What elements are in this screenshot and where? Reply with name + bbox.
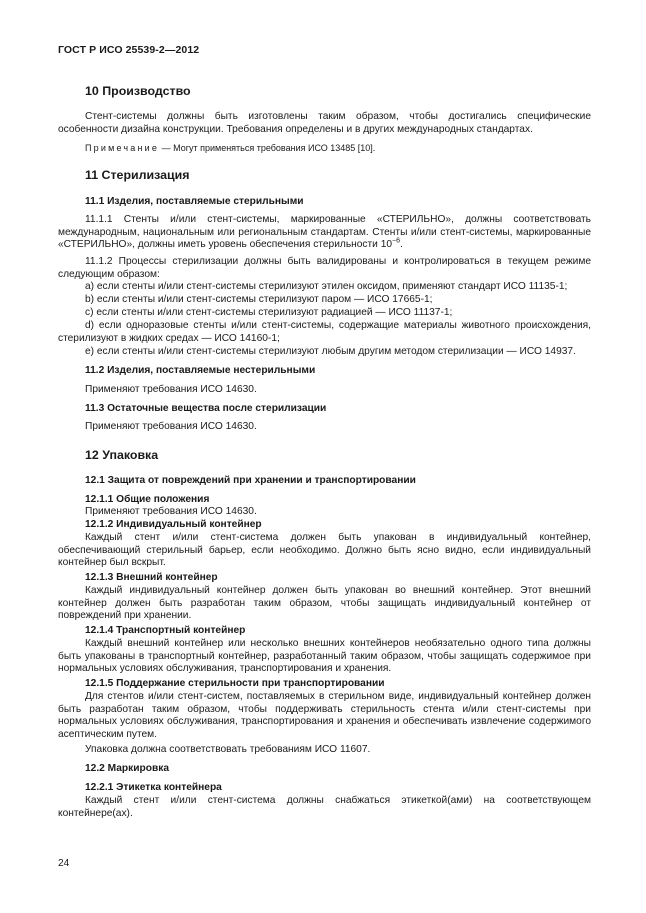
paragraph-12-2-1-text: Каждый стент и/или стент-система должны снабжаться этикеткой(ами) на соответствующем контейнере(ах). (58, 795, 591, 819)
list-item-e-text: e) если стенты и/или стент-системы стерилизуют любым другим методом стерилизации — ИСО 14937. (85, 346, 576, 357)
paragraph-11-1-1-end: . (400, 239, 403, 251)
section-12-title: 12 Упаковка (85, 448, 159, 462)
list-item-b (58, 294, 591, 307)
list-item-d-text: d) если одноразовые стенты и/или стент-системы, содержащие материалы животного происхождения, стерилизуют в жидких средах — ИСО 14160-1; (58, 320, 591, 344)
note-text: — Могут применяться требования ИСО 13485 [10]. (159, 143, 376, 153)
list-item-e (58, 346, 591, 359)
paragraph-11-1-2 (58, 256, 591, 281)
heading-12-1-1: 12.1.1 Общие положения (85, 494, 210, 505)
paragraph-12-1-4-text: Каждый внешний контейнер или несколько внешних контейнеров необязательно одного типа должны быть упакованы в транспортный контейнер, разработанный таким образом, чтобы защищать содержимое при нормальных условиях обслуживания, транспортирования и хранения. (58, 638, 591, 675)
paragraph-12-1-5 (58, 691, 591, 741)
heading-12-2: 12.2 Маркировка (85, 763, 169, 774)
list-item-c-text: c) если стенты и/или стент-системы стерилизуют радиацией — ИСО 11137-1; (85, 307, 453, 318)
page-number: 24 (58, 858, 70, 869)
list-item-b-text: b) если стенты и/или стент-системы стерилизуют паром — ИСО 17665-1; (85, 294, 433, 305)
section-11-title: 11 Стерилизация (85, 168, 190, 182)
heading-12-2-1: 12.2.1 Этикетка контейнера (85, 782, 222, 793)
section-10-note (85, 143, 375, 153)
heading-11-3: 11.3 Остаточные вещества после стерилизации (85, 403, 327, 414)
paragraph-12-1-1: Применяют требования ИСО 14630. (85, 506, 257, 517)
heading-12-1-4: 12.1.4 Транспортный контейнер (85, 625, 246, 636)
heading-12-1-5: 12.1.5 Поддержание стерильности при транспортировании (85, 678, 385, 689)
paragraph-11-1-1-text: 11.1.1 Стенты и/или стент-системы, маркированные «СТЕРИЛЬНО», должны соответствовать международным, национальным или региональным стандартам. Стенты и/или стент-системы, маркированные «СТЕРИЛЬНО», должны иметь уровень обеспечения стерильности 10 (58, 214, 591, 251)
paragraph-12-1-3-text: Каждый индивидуальный контейнер должен быть упакован во внешний контейнер. Этот внешний контейнер должен быть разработан таким образом, чтобы защищать индивидуальный контейнер от повреждений при хранении. (58, 585, 591, 622)
list-item-a (58, 281, 591, 294)
list-item-c (58, 307, 591, 320)
list-item-d (58, 320, 591, 345)
paragraph-12-1-5-b: Упаковка должна соответствовать требованиям ИСО 11607. (85, 744, 371, 755)
paragraph-11-1-1-exponent: −6 (392, 237, 401, 245)
heading-12-1: 12.1 Защита от повреждений при хранении и транспортировании (85, 475, 416, 486)
note-label: Примечание (85, 143, 160, 153)
paragraph-11-1-1 (58, 214, 591, 252)
paragraph-12-1-2-text: Каждый стент и/или стент-система должен быть упакован в индивидуальный контейнер, обеспечивающий стерильный барьер, если необходимо. Должно быть ясно видно, если индивидуальный контейнер был вскрыт. (58, 532, 591, 569)
heading-12-1-3: 12.1.3 Внешний контейнер (85, 572, 218, 583)
paragraph-12-1-5-text: Для стентов и/или стент-систем, поставляемых в стерильном виде, индивидуальный контейнер должен быть разработан таким образом, чтобы поддерживать стерильность стента и/или стент-системы при нормальных условиях обслуживания, транспортирования и хранения и обеспечивать извлечение содержимого асептическим путем. (58, 691, 591, 740)
paragraph-12-2-1 (58, 795, 591, 820)
heading-11-1: 11.1 Изделия, поставляемые стерильными (85, 196, 304, 207)
paragraph-12-1-4 (58, 638, 591, 676)
paragraph-11-1-2-text: 11.1.2 Процессы стерилизации должны быть валидированы и контролироваться в текущем режиме следующим образом: (58, 256, 591, 280)
list-item-a-text: a) если стенты и/или стент-системы стерилизуют этилен оксидом, применяют стандарт ИСО 11135-1; (85, 281, 568, 292)
section-10-text: Стент-системы должны быть изготовлены таким образом, чтобы достигались специфические особенности дизайна конструкции. Требования определены и в других международных стандартах. (58, 111, 591, 135)
paragraph-11-2: Применяют требования ИСО 14630. (85, 384, 257, 395)
document-code-header: ГОСТ Р ИСО 25539-2—2012 (58, 44, 200, 56)
paragraph-12-1-3 (58, 585, 591, 623)
section-10-title: 10 Производство (85, 84, 191, 98)
heading-11-2: 11.2 Изделия, поставляемые нестерильными (85, 365, 316, 376)
section-10-paragraph (58, 111, 591, 136)
paragraph-11-3: Применяют требования ИСО 14630. (85, 421, 257, 432)
heading-12-1-2: 12.1.2 Индивидуальный контейнер (85, 519, 262, 530)
paragraph-12-1-2 (58, 532, 591, 570)
